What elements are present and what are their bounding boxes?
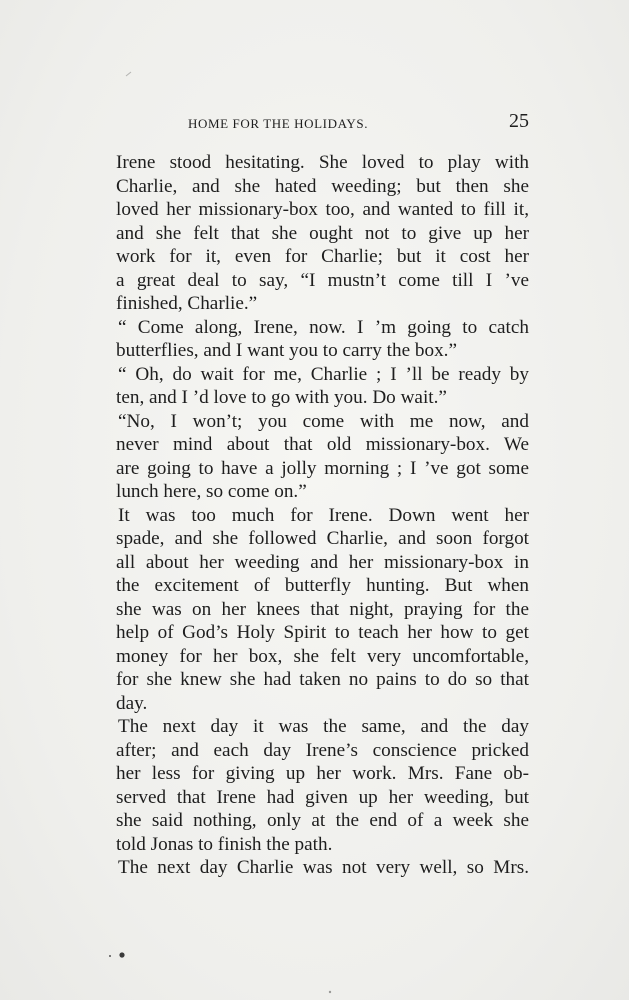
text-line: money for her box, she felt very uncomfortable, [116,645,529,667]
ink-speck [329,991,331,993]
text-line: help of God’s Holy Spirit to teach her how to get [116,622,529,643]
text-line: Charlie, and she hated weeding; but then she [116,175,529,197]
text-line: the excitement of butterfly hunting. But when [116,575,529,596]
text-line: “ Oh, do wait for me, Charlie ; I ’ll be ready by [118,363,529,385]
text-line: she was on her knees that night, praying for the [116,598,529,620]
text-line: her less for giving up her work. Mrs. Fane ob- [116,763,529,784]
text-line: spade, and she followed Charlie, and soon forgot [116,528,529,549]
text-line: It was too much for Irene. Down went her [118,504,529,526]
paper-mark [126,72,131,76]
running-title: HOME FOR THE HOLIDAYS. [188,116,369,131]
text-line: work for it, even for Charlie; but it cost her [116,246,529,267]
text-line: after; and each day Irene’s conscience pricked [116,739,529,761]
ink-speck [119,952,124,957]
text-line: “No, I won’t; you come with me now, and [118,410,529,432]
ink-speck [109,955,111,957]
page-number: 25 [509,110,529,132]
text-line: The next day it was the same, and the day [118,716,529,737]
text-line: and she felt that she ought not to give up her [116,222,529,244]
text-line: served that Irene had given up her weeding, but [116,786,529,808]
text-line: finished, Charlie.” [116,293,258,314]
text-line: never mind about that old missionary-box. We [116,434,529,455]
text-line: butterflies, and I want you to carry the box.” [116,340,457,361]
text-line: day. [116,692,148,714]
text-line: she said nothing, only at the end of a week she [116,810,529,831]
text-line: ten, and I ’d love to go with you. Do wait.” [116,387,447,408]
text-line: all about her weeding and her missionary-box in [116,551,529,573]
text-line: are going to have a jolly morning ; I ’ve got some [116,457,529,479]
text-line: “ Come along, Irene, now. I ’m going to catch [118,316,529,338]
text-line: a great deal to say, “I mustn’t come till I ’ve [116,269,529,291]
text-line: told Jonas to finish the path. [116,833,333,855]
text-line: lunch here, so come on.” [116,481,307,502]
text-line: for she knew she had taken no pains to do so that [116,669,529,690]
text-line: loved her missionary-box too, and wanted to fill it, [116,199,529,220]
text-line: Irene stood hesitating. She loved to play with [116,152,529,173]
text-line: The next day Charlie was not very well, so Mrs. [118,857,529,878]
